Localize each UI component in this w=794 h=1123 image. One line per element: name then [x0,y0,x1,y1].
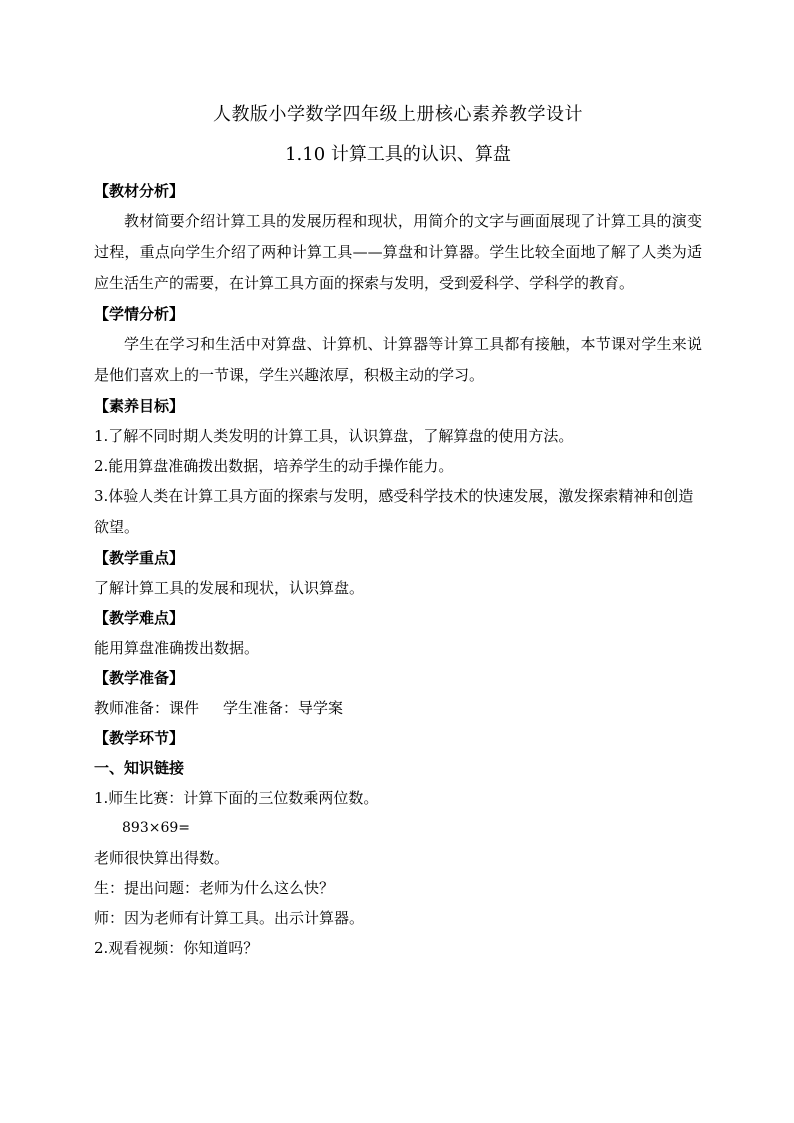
goal-item: 3.体验人类在计算工具方面的探索与发明，感受科学技术的快速发展，激发探索精神和创造欲望。 [94,487,694,536]
section-heading-student-analysis: 【学情分析】 [94,305,185,323]
document-page [94,100,702,963]
process-line: 师：因为老师有计算工具。出示计算器。 [94,909,365,927]
key-points-text: 了解计算工具的发展和现状，认识算盘。 [94,579,365,597]
difficulties-text: 能用算盘准确拨出数据。 [94,639,260,657]
process-line: 生：提出问题：老师为什么这么快？ [94,879,335,897]
section-heading-goals: 【素养目标】 [94,397,185,415]
process-line: 1.师生比赛：计算下面的三位数乘两位数。 [94,789,379,807]
goal-item: 2.能用算盘准确拨出数据，培养学生的动手操作能力。 [94,457,454,475]
part-one-title: 一、知识链接 [94,759,185,777]
teacher-preparation: 教师准备：课件 [94,699,200,717]
textbook-analysis-text: 教材简要介绍计算工具的发展历程和现状，用简介的文字与画面展现了计算工具的演变过程，重点向学生介绍了两种计算工具——算盘和计算器。学生比较全面地了解了人类为适应生活生产的需要，在计算工具方面的探索与发明，受到爱科学、学科学的教育。 [94,212,702,292]
document-title: 人教版小学数学四年级上册核心素养教学设计 [213,104,583,125]
process-equation: 893×69= [122,820,190,836]
lesson-title: 1.10 计算工具的认识、算盘 [285,144,511,165]
section-heading-textbook-analysis: 【教材分析】 [94,182,185,200]
section-heading-process: 【教学环节】 [94,729,185,747]
student-preparation: 学生准备：导学案 [223,699,344,717]
goal-item: 1.了解不同时期人类发明的计算工具，认识算盘，了解算盘的使用方法。 [94,427,574,445]
section-heading-difficulties: 【教学难点】 [94,609,185,627]
preparation-line [94,693,702,723]
section-heading-key-points: 【教学重点】 [94,549,185,567]
process-line: 2.观看视频：你知道吗？ [94,939,259,957]
student-analysis-text: 学生在学习和生活中对算盘、计算机、计算器等计算工具都有接触，本节课对学生来说是他们喜欢上的一节课，学生兴趣浓厚，积极主动的学习。 [94,335,702,384]
process-line: 老师很快算出得数。 [94,849,230,867]
section-heading-preparation: 【教学准备】 [94,669,185,687]
